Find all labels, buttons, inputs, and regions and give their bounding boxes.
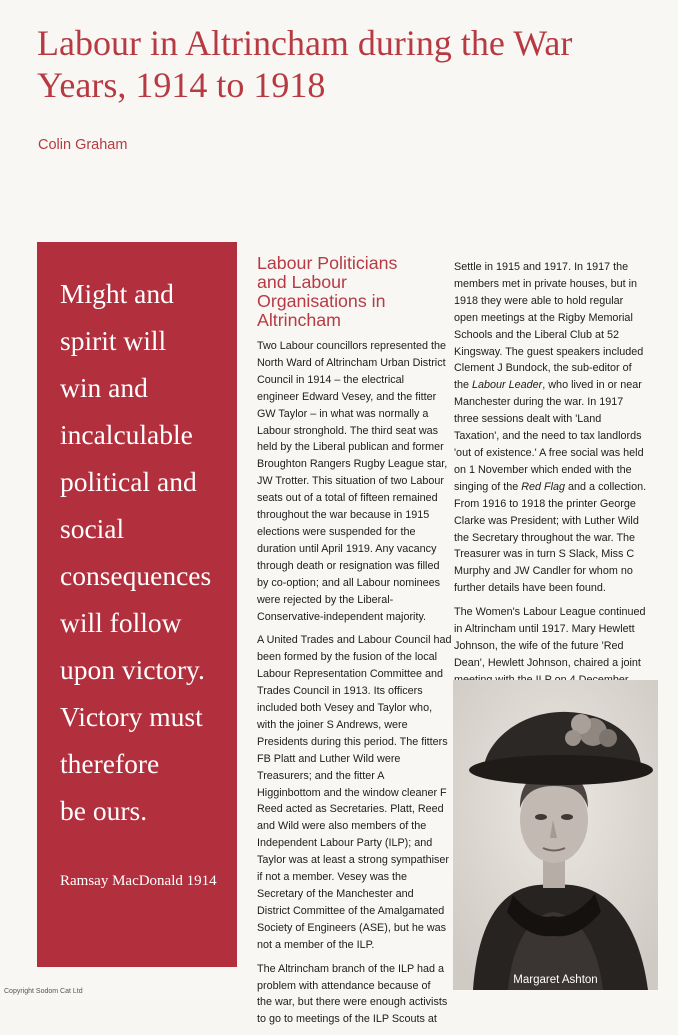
paragraph bbox=[257, 961, 448, 1029]
text-line: seats out of a total of fifteen remained bbox=[257, 492, 438, 505]
text-line: the Secretary throughout the war. The bbox=[454, 531, 636, 544]
text-line: if not a member. Vesey was the bbox=[257, 871, 408, 884]
pull-quote-line: consequences bbox=[60, 560, 212, 591]
article-title: Labour in Altrincham during the War Years, 1914 to 1918 bbox=[37, 23, 573, 105]
pull-quote-line: social bbox=[60, 513, 125, 544]
text-fragment: the bbox=[454, 379, 473, 392]
text-line: in Altrincham until 1917. Mary Hewlett bbox=[454, 623, 635, 636]
body-column-left bbox=[257, 338, 452, 1035]
text-line: GW Taylor – in what was normally a bbox=[257, 407, 429, 420]
text-line: duration until April 1919. Any vacancy bbox=[257, 542, 437, 555]
text-line: Higginbottom and the window cleaner F bbox=[257, 786, 447, 799]
section-heading-line: Labour Politicians bbox=[257, 253, 398, 273]
text-line: were rejected by the Liberal- bbox=[257, 593, 394, 606]
pull-quote bbox=[60, 270, 232, 834]
text-line: Kingsway. The guest speakers included bbox=[454, 345, 644, 358]
pull-quote-line: political and bbox=[60, 466, 197, 497]
text-line: Treasurers; and the fitter A bbox=[257, 769, 385, 782]
text-line: held by the Liberal publican and former bbox=[257, 441, 444, 454]
text-line: Clement J Bundock, the sub-editor of bbox=[454, 362, 632, 375]
pull-quote-line: will follow bbox=[60, 607, 182, 638]
text-fragment: , who lived in or near bbox=[542, 379, 642, 392]
publication-title: Labour Leader bbox=[472, 379, 543, 392]
text-line: Labour Representation Committee and bbox=[257, 668, 444, 681]
pull-quote-line: Victory must bbox=[60, 701, 203, 732]
text-line: District Committee of the Amalgamated bbox=[257, 904, 445, 917]
text-line: Conservative-independent majority. bbox=[257, 610, 427, 623]
text-fragment: and a collection. bbox=[565, 480, 647, 493]
text-line: North Ward of Altrincham Urban District bbox=[257, 356, 446, 369]
text-line bbox=[454, 479, 654, 496]
text-line: three sessions dealt with 'Land bbox=[454, 413, 602, 426]
quote-attribution: Ramsay MacDonald 1914 bbox=[60, 873, 217, 889]
song-title: Red Flag bbox=[521, 480, 566, 493]
text-line: Johnson, the wife of the future 'Red bbox=[454, 639, 624, 652]
text-line: FB Platt and Luther Wild were bbox=[257, 752, 401, 765]
pull-quote-line: Might and bbox=[60, 278, 174, 309]
text-line: The Women's Labour League continued bbox=[454, 606, 646, 619]
section-heading-line: and Labour bbox=[257, 272, 347, 292]
text-line: been formed by the fusion of the local bbox=[257, 651, 438, 664]
text-line: by co-option; and all Labour nominees bbox=[257, 576, 441, 589]
text-line: Taxation', and the need to tax landlords bbox=[454, 430, 642, 443]
text-line: the war, but there were enough activists bbox=[257, 996, 448, 1009]
text-line: From 1916 to 1918 the printer George bbox=[454, 497, 636, 510]
text-line: Reed acted as Secretaries. Platt, Reed bbox=[257, 803, 444, 816]
pull-quote-line: incalculable bbox=[60, 419, 193, 450]
text-line: Society of Engineers (ASE), but he was bbox=[257, 921, 447, 934]
text-line: Independent Labour Party (ILP); and bbox=[257, 837, 433, 850]
pull-quote-line: upon victory. bbox=[60, 654, 205, 685]
text-line: members met in private houses, but in bbox=[454, 277, 638, 290]
portrait-illustration bbox=[453, 680, 658, 990]
text-line: Settle in 1915 and 1917. In 1917 the bbox=[454, 261, 629, 273]
text-line: engineer Edward Vesey, and the fitter bbox=[257, 390, 437, 403]
text-line: Broughton Rangers Rugby League star, bbox=[257, 458, 448, 471]
pull-quote-line: win and bbox=[60, 372, 148, 403]
text-line: further details have been found. bbox=[454, 582, 606, 595]
text-line: included both Vesey and Taylor who, bbox=[257, 702, 433, 715]
text-line: Council in 1914 – the electrical bbox=[257, 373, 405, 386]
text-line: Treasurer was in turn S Slack, Miss C bbox=[454, 548, 635, 561]
photo-caption: Margaret Ashton bbox=[513, 974, 598, 986]
text-line: problem with attendance because of bbox=[257, 979, 431, 992]
text-line: Trades Council in 1913. Its officers bbox=[257, 685, 423, 698]
pull-quote-line: be ours. bbox=[60, 795, 148, 826]
text-line: and Wild were also members of the bbox=[257, 820, 427, 833]
text-line: The Altrincham branch of the ILP had a bbox=[257, 962, 445, 975]
paragraph bbox=[454, 259, 654, 597]
text-line: Labour stronghold. The third seat was bbox=[257, 424, 439, 437]
text-line: Taylor was at least a strong sympathiser bbox=[257, 854, 450, 867]
text-line: Manchester during the war. In 1917 bbox=[454, 396, 624, 409]
text-line: open meetings at the Rigby Memorial bbox=[454, 311, 633, 324]
portrait-photo bbox=[453, 680, 658, 990]
paragraph bbox=[257, 632, 452, 953]
paragraph bbox=[257, 338, 448, 625]
copyright-notice: Copyright Sodom Cat Ltd bbox=[4, 988, 83, 995]
section-heading bbox=[257, 254, 442, 330]
pull-quote-line: spirit will bbox=[60, 325, 167, 356]
pull-quote-line: therefore bbox=[60, 748, 160, 779]
text-line: 'out of existence.' A free social was held bbox=[454, 446, 644, 459]
text-line: Two Labour councillors represented the bbox=[257, 340, 447, 352]
text-line: to go to meetings of the ILP Scouts at bbox=[257, 1013, 437, 1026]
text-line: Murphy and JW Candler for whom no bbox=[454, 565, 633, 578]
text-line: Schools and the Liberal Club at 52 bbox=[454, 328, 620, 341]
section-heading-line: Altrincham bbox=[257, 310, 341, 330]
text-line: elections were suspended for the bbox=[257, 525, 416, 538]
text-line: JW Trotter. This situation of two Labour bbox=[257, 475, 445, 488]
article-author: Colin Graham bbox=[38, 137, 128, 153]
text-line: on 1 November which ended with the bbox=[454, 463, 632, 476]
text-line: throughout the war because in 1915 bbox=[257, 509, 430, 522]
text-line: A United Trades and Labour Council had bbox=[257, 634, 452, 647]
text-line: Clarke was President; with Luther Wild bbox=[454, 514, 639, 527]
text-line: Secretary of the Manchester and bbox=[257, 888, 414, 900]
text-line: Presidents during this period. The fitters bbox=[257, 735, 448, 748]
section-heading-line: Organisations in bbox=[257, 291, 386, 311]
text-fragment: singing of the bbox=[454, 480, 522, 493]
text-line: Dean', Hewlett Johnson, chaired a joint bbox=[454, 656, 641, 669]
text-line bbox=[454, 377, 654, 394]
text-line: 1918 they were able to hold regular bbox=[454, 294, 624, 307]
text-line: not a member of the ILP. bbox=[257, 938, 375, 951]
text-line: through death or resignation was filled bbox=[257, 559, 440, 572]
text-line: with the joiner S Andrews, were bbox=[257, 718, 408, 731]
